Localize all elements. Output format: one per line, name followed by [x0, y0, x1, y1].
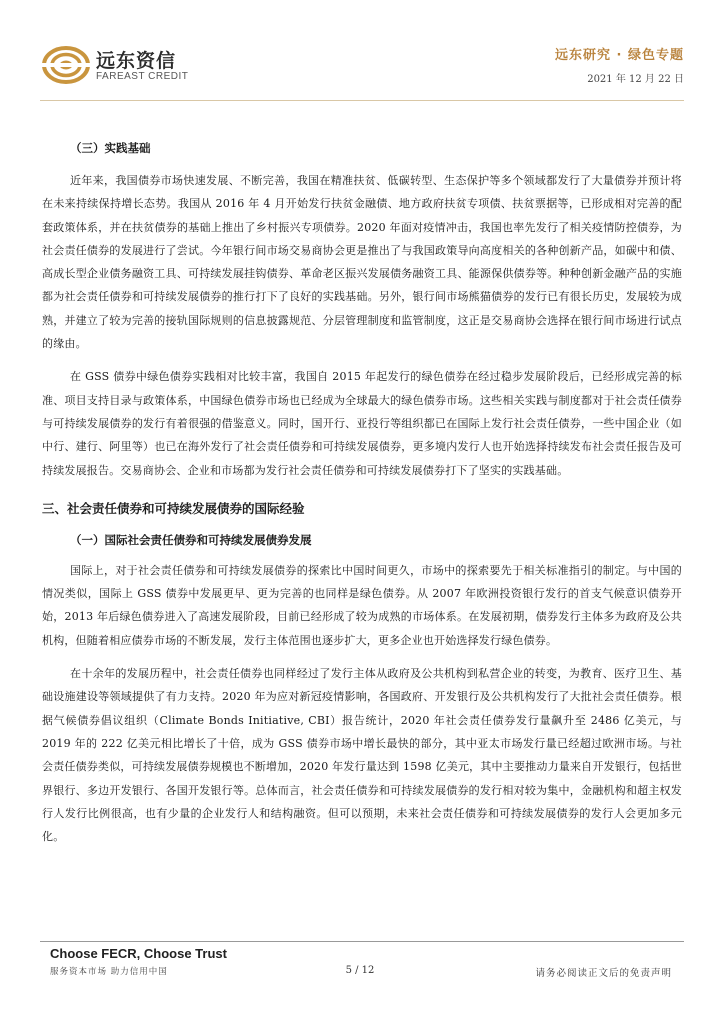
- page-number: 5 / 12: [345, 965, 375, 976]
- fareast-credit-logo: [42, 42, 222, 88]
- disclaimer-notice: 请务必阅读正文后的免责声明: [535, 968, 672, 979]
- paragraph: 在 GSS 债券中绿色债券实践相对比较丰富，我国自 2015 年起发行的绿色债券在经过稳步发展阶段后，已经形成完善的标准、项目支持目录与政策体系，中国绿色债券市场也已经成为全球最大的绿色债券市场。这些相关实践与制度都对于社会责任债券与可持续发展债券的发行有着很强的借鉴意义。同时，国开行、亚投行等组织都已在国际上发行社会责任债券，一些中国企业（如中行、建行、阿里等）也已在海外发行了社会责任债券和可持续发展债券，更多境内发行人也开始选择持续发布社会责任报告及可持续发展报告。交易商协会、企业和市场都为发行社会责任债券和可持续发展债券打下了坚实的实践基础。: [42, 370, 682, 477]
- footer-divider: [40, 941, 684, 942]
- footer-brand-slogan: Choose FECR, Choose Trust: [50, 946, 227, 961]
- subsection-heading-international-development: （一）国际社会责任债券和可持续发展债券发展: [70, 532, 312, 547]
- report-date: 2021 年 12 月 22 日: [587, 74, 684, 85]
- section-heading-practice-basis: （三）实践基础: [70, 141, 151, 155]
- paragraph: 国际上，对于社会责任债券和可持续发展债券的探索比中国时间更久，市场中的探索要先于相关标准指引的制定。与中国的情况类似，国际上 GSS 债券中发展更早、更为完善的也同样是绿色债券。从 2007 年欧洲投资银行发行的首支气候意识债券开始，2013 年后绿色债券进入了高速发展阶段，目前已经形成了较为成熟的市场体系。在发展初期，债券发行主体多为政府及公共机构，但随着相应债券市场的不断发展，发行主体范围也逐步扩大，更多企业也开始选择发行绿色债券。: [42, 563, 682, 647]
- page-header: [0, 0, 724, 100]
- section-heading-international-experience: 三、社会责任债券和可持续发展债券的国际经验: [42, 500, 305, 516]
- logo-chinese-name: 远东资信: [96, 50, 177, 72]
- footer-tagline: 服务资本市场 助力信用中国: [50, 967, 168, 977]
- logo-english-name: FAREAST CREDIT: [96, 71, 189, 82]
- logo-emblem-icon: [42, 44, 90, 86]
- header-divider: [40, 100, 684, 101]
- header-info: [555, 44, 684, 85]
- report-body: [42, 140, 682, 848]
- paragraph: 近年来，我国债券市场快速发展、不断完善，我国在精准扶贫、低碳转型、生态保护等多个领域都发行了大量债券并预计将在未来持续保持增长态势。我国从 2016 年 4 月开始发行扶贫金融债、地方政府扶贫专项债、扶贫票据等，已形成相对完善的配套政策体系，并在扶贫债券的基础上推出了乡村振兴专项债券。2020 年面对疫情冲击，我国也率先发行了相关疫情防控债券，为社会责任债券的发展进行了尝试。今年银行间市场交易商协会更是推出了与我国政策导向高度相关的各种创新产品，如碳中和债、高成长型企业债务融资工具、可持续发展挂钩债券、革命老区振兴发展债务融资工具、能源保供债券等。种种创新金融产品的实施都为社会责任债券和可持续发展债券的推行打下了良好的实践基础。另外，银行间市场熊猫债券的发行已有很长历史，发展较为成熟，并建立了较为完善的接轨国际规则的信息披露规范、分层管理制度和监管制度，这正是交易商协会选择在银行间市场进行试点的缘由。: [42, 174, 682, 351]
- paragraph: 在十余年的发展历程中，社会责任债券也同样经过了发行主体从政府及公共机构到私营企业的转变，为教育、医疗卫生、基础设施建设等领域提供了有力支持。2020 年为应对新冠疫情影响，各国政府、开发银行及公共机构发行了大批社会责任债券。根据气候债券倡议组织（Climate Bonds Initiative, CBI）报告统计，2020 年社会责任债券发行量飙升至 2486 亿美元，与 2019 年的 222 亿美元相比增长了十倍，成为 GSS 债券市场中增长最快的部分，其中亚太市场发行量已经超过欧洲市场。与社会责任债券类似，可持续发展债券规模也不断增加，2020 年发行量达到 1598 亿美元，其中主要推动力量来自开发银行，包括世界银行、多边开发银行、各国开发银行等。总体而言，社会责任债券和可持续发展债券的发行相对较为集中，金融机构和超主权发行人发行比例很高，也有少量的企业发行人和结构融资。但可以预期，未来社会责任债券和可持续发展债券的发行人会更加多元化。: [42, 667, 682, 844]
- report-series-title: 远东研究 · 绿色专题: [555, 48, 684, 63]
